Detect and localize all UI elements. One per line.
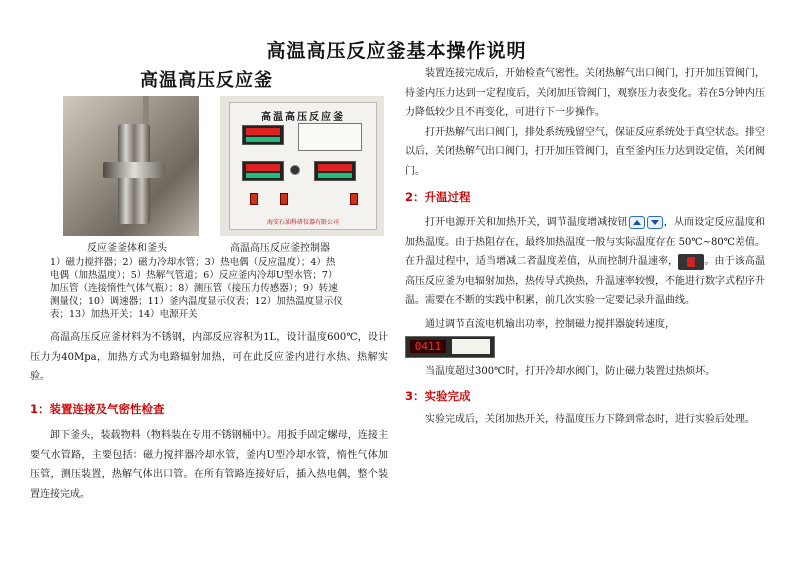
heating-switch-icon [678,254,704,270]
intro-paragraph [30,328,388,387]
evacuation-paragraph: 打开热解气出口阀门，排处系统残留空气，保证反应系统处于真空状态。排空以后，关闭热解气出口阀门，打开加压管阀门，直至釜内压力达到设定值，关闭阀门。 [405,126,765,177]
left-image-caption: 反应釜釜体和釜头 [87,243,167,254]
reactor-body-photo [63,96,199,236]
list-item: 电偶（加热温度）；5）热解气管道；6）反应釜内冷却U型水管；7） [50,270,338,281]
list-item: 测量仪；10）调速器；11）釜内温度显示仪表；12）加热温度显示仪 [50,296,343,307]
speed-controller-icon [405,336,495,358]
cooling-paragraph: 当温度超过300℃时，打开冷却水阀门，防止磁力装置过热烦坏。 [425,366,716,377]
stirrer-paragraph: 通过调节直流电机输出功率，控制磁力搅拌器旋转速度， [425,318,675,330]
section-3-title: 3：实验完成 [405,388,471,403]
heating-paragraph [405,213,765,311]
right-column [405,64,765,429]
right-image-caption: 高温高压反应釜控制器 [230,243,330,254]
temp-up-icon [629,216,645,229]
heating-text-b: ，从而设定反应温度和加热温度。由于热阻存在，最终加热温度一般与实际温度存在 50℃~80℃差值。在升温过程中，适当增减二者温度差值，从而控制升温速率， [405,217,766,267]
page-title: 高温高压反应釜基本操作说明 [266,40,527,62]
list-item: 1）磁力搅拌器；2）磁力冷却水管；3）热电偶（反应温度）；4）热 [50,257,336,268]
completion-paragraph: 实验完成后，关闭加热开关，待温度压力下降到常态时，进行实验后处理。 [425,413,755,425]
temp-down-icon [647,216,663,229]
section-1-title: 1：装置连接及气密性检查 [30,402,165,416]
list-item: 表；13）加热开关；14）电源开关 [50,309,198,320]
heating-text-c: 。由于该高温高压反应釜为电辐射加热，热传导式换热，升温速率较慢，不能进行数字式程序升温。需要在不断的实践中积累，前几次实验一定要记录升温曲线。 [405,256,766,306]
airtight-paragraph: 装置连接完成后，开始检查气密性。关闭热解气出口阀门，打开加压管阀门，待釜内压力达到一定程度后，关闭加压管阀门，观察压力表变化。若在5分钟内压力降低较少且不再变化，可进行下一步操作。 [405,68,765,118]
panel-maker: 海安石油科研仪器有限公司 [266,219,339,226]
section-1-body [30,426,388,504]
controller-photo [220,96,384,236]
speed-display: 0411 [410,340,446,353]
intro-text: 高温高压反应釜材料为不锈钢，内部反应容积为1L，设计温度600℃，设计压力为40Mpa，加热方式为电路辐射加热，可在此反应釜内进行水热、热解实验。 [30,332,388,382]
list-item: 加压管（连接惰性气体气瓶）；8）测压管（接压力传感器）；9）转速 [50,283,338,294]
panel-title: 高温高压反应釜 [261,112,345,123]
section-1-paragraph: 卸下釜头，装载物料（物料装在专用不锈钢桶中）。用扳手固定螺母，连接主要气水管路，主要包括：磁力搅拌器冷却水管，釜内U型冷却水管，惰性气体加压管，测压装置，热解气体出口管。在所有管路连接好后，插入热电偶，整个装置连接完成。 [30,430,388,500]
component-list [50,256,380,321]
section-2-title: 2：升温过程 [405,190,471,204]
section-subtitle: 高温高压反应釜 [140,70,273,91]
section-1-heading [30,399,165,419]
controller-row [405,334,765,358]
heating-text-a: 打开电源开关和加热开关，调节温度增减按钮 [425,217,628,228]
